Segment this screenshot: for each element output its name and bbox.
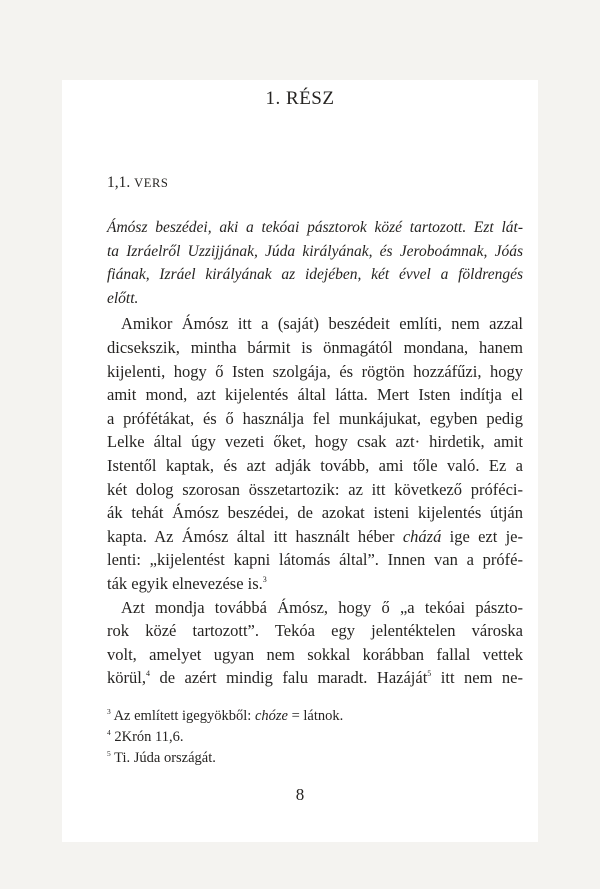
- text-line: lenti: „kijelentést kapni látomás által”. Innen van a prófé-: [107, 550, 523, 570]
- text-line: [107, 572, 523, 596]
- text-line: [107, 666, 523, 690]
- book-page: [62, 80, 538, 842]
- text-line: volt, amelyet ugyan nem sokkal korábban fallal vettek: [107, 644, 523, 664]
- text-segment: de azért mindig falu maradt. Hazáját: [149, 668, 428, 688]
- verse-label: VERS: [134, 176, 169, 190]
- text-line: rok közé tartozott”. Tekóa egy jelentéktelen városka: [107, 621, 523, 641]
- text-line: Lelke által úgy vezeti őket, hogy csak azt· hirdetik, amit: [107, 432, 523, 452]
- text-line: Istentől kaptak, és azt adják tovább, ami tőle való. Ez a: [107, 455, 523, 475]
- footnote-ref[interactable]: 4: [145, 669, 150, 679]
- text-segment: ige ezt je-: [449, 526, 523, 546]
- footnote-mark: 4: [107, 728, 111, 737]
- body-text: [107, 216, 523, 690]
- paragraph-2: [107, 596, 523, 690]
- text-segment: Amikor Ámósz itt a (saját) beszédeit említi, nem azzal: [121, 314, 523, 334]
- quote-line: fiának, Izráel királyának az idejében, két évvel a földrengés: [107, 266, 523, 284]
- text-segment: Azt mondja továbbá Ámósz, hogy ő „a tekóai pászto-: [121, 597, 523, 617]
- paragraph-1: [107, 312, 523, 595]
- quote-line: Ámósz beszédei, aki a tekóai pásztorok közé tartozott. Ezt lát-: [107, 219, 523, 236]
- text-line: amit mond, azt kijelentés által látta. Mert Isten indítja el: [107, 385, 523, 405]
- footnote-text: Az említett igegyökből:: [113, 708, 252, 724]
- footnotes: [107, 706, 523, 769]
- footnote-mark: 3: [107, 707, 111, 716]
- verse-heading: [107, 174, 168, 192]
- footnote-text: Ti. Júda országát.: [114, 750, 216, 766]
- footnote-text: = látnok.: [291, 708, 344, 724]
- footnote-text: 2Krón 11,6.: [114, 729, 184, 745]
- footnote-term: chóze: [254, 708, 288, 724]
- text-line: [107, 312, 523, 336]
- text-line: kijelenti, hogy ő Isten szolgája, és rögtön hozzáfűzi, hogy: [107, 361, 523, 381]
- footnote-mark: 5: [107, 749, 111, 758]
- text-line: [107, 596, 523, 620]
- quote-line: ta Izráelről Uzzijjának, Júda királyának, és Jeroboámnak, Jóás: [107, 242, 523, 260]
- text-segment: ták egyik elnevezése is.: [107, 573, 263, 593]
- text-segment: kapta. Az Ámósz által itt használt héber: [107, 526, 395, 546]
- verse-number: 1,1.: [107, 174, 131, 191]
- footnote-ref[interactable]: 3: [262, 574, 267, 584]
- footnote: [107, 748, 523, 769]
- quote-line: előtt.: [107, 289, 139, 307]
- text-segment: körül,: [107, 668, 146, 688]
- text-line: ák tehát Ámósz beszédei, de azokat isteni kijelentés útján: [107, 503, 523, 523]
- page-number: 8: [295, 785, 305, 804]
- text-line: két dolog szorosan összetartozik: az itt következő próféci-: [107, 479, 523, 499]
- footnote: [107, 706, 523, 727]
- scripture-quote: [107, 216, 523, 310]
- text-segment: itt nem ne-: [431, 668, 523, 688]
- text-line: dicsekszik, mintha bármit is önmagától mondana, hanem: [107, 337, 523, 357]
- chapter-title: 1. RÉSZ: [265, 88, 335, 109]
- footnote-ref[interactable]: 5: [427, 669, 432, 679]
- hebrew-term: cházá: [402, 526, 442, 546]
- footnote: [107, 727, 523, 748]
- text-line: [107, 525, 523, 549]
- text-line: a prófétákat, és ő használja fel munkájukat, egyben pedig: [107, 408, 523, 428]
